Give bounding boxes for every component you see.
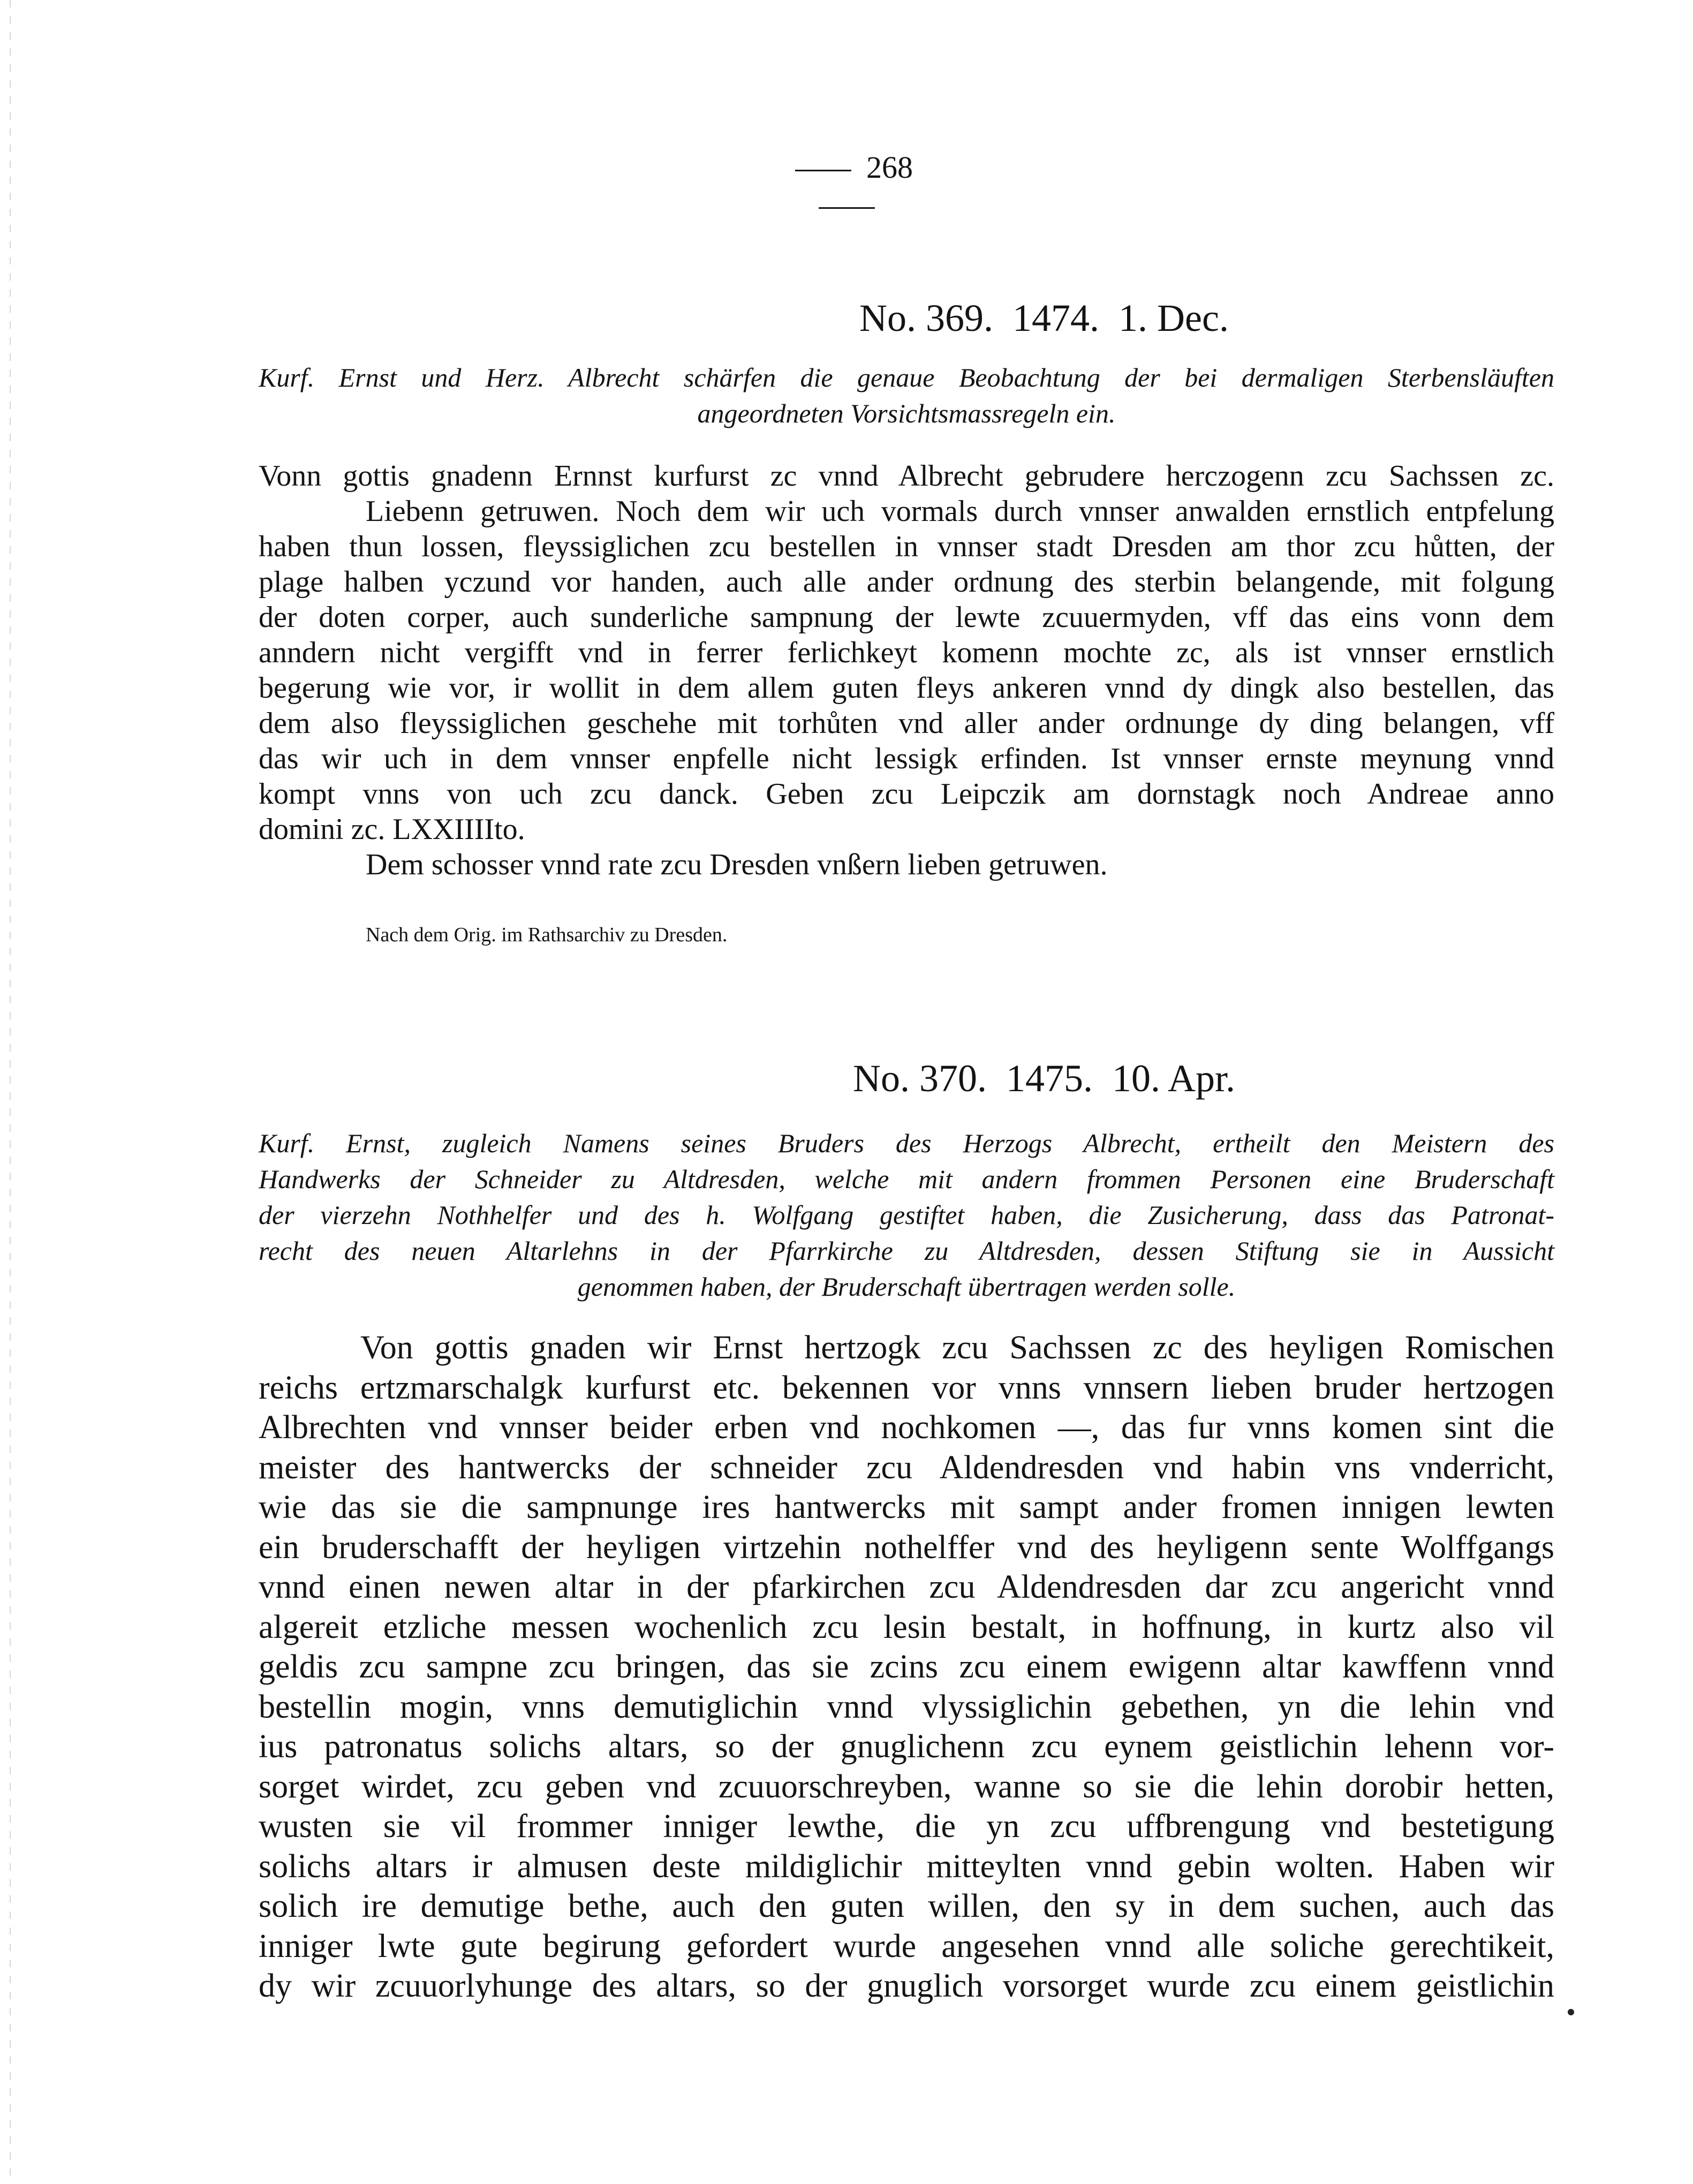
body-line: bestellin mogin, vnns demutiglichin vnnd vlyssiglichin gebethen, yn die lehin vnd — [259, 1688, 1554, 1725]
summary-line: Kurf. Ernst, zugleich Namens seines Bruders des Herzogs Albrecht, ertheilt den Meistern des — [259, 1128, 1554, 1158]
page-number-dash-left — [795, 170, 851, 171]
body-line: Von gottis gnaden wir Ernst hertzogk zcu Sachssen zc des heyligen Romischen — [360, 1329, 1554, 1366]
body-line: meister des hantwercks der schneider zcu Aldendresden vnd habin vns vnderricht, — [259, 1449, 1554, 1486]
summary-line: Kurf. Ernst und Herz. Albrecht schärfen die genaue Beobachtung der bei dermaligen Sterbensläuften — [259, 362, 1554, 392]
document-body-370 — [259, 1328, 1554, 2006]
body-line: das wir uch in dem vnnser enpfelle nicht lessigk erfinden. Ist vnnser ernste meynung vnnd — [259, 742, 1554, 775]
document-summary-369 — [259, 360, 1554, 432]
body-line: reichs ertzmarschalgk kurfurst etc. bekennen vor vnns vnnsern lieben bruder hertzogen — [259, 1369, 1554, 1406]
summary-line: der vierzehn Nothhelfer und des h. Wolfgang gestiftet haben, die Zusicherung, dass das Patronat- — [259, 1200, 1554, 1230]
body-line: Liebenn getruwen. Noch dem wir uch vormals durch vnnser anwalden ernstlich entpfelung — [366, 495, 1554, 528]
address-line: Dem schosser vnnd rate zcu Dresden vnßern lieben getruwen. — [366, 848, 1108, 881]
body-line: dy wir zcuuorlyhunge des altars, so der gnuglich vorsorget wurde zcu einem geistlichin — [259, 1968, 1554, 2004]
summary-line: angeordneten Vorsichtsmassregeln ein. — [697, 398, 1116, 428]
body-line: wusten sie vil frommer inniger lewthe, die yn zcu uffbrengung vnd bestetigung — [259, 1808, 1554, 1845]
heading-date: 1. Dec. — [1118, 297, 1229, 339]
body-line: Albrechten vnd vnnser beider erben vnd nochkomen —, das fur vnns komen sint die — [259, 1409, 1554, 1446]
body-line: plage halben yczund vor handen, auch alle ander ordnung des sterbin belangende, mit folgung — [259, 565, 1554, 599]
scan-edge-rule — [10, 0, 11, 2184]
body-line: ein bruderschafft der heyligen virtzehin nothelffer vnd des heyligenn sente Wolffgangs — [259, 1529, 1554, 1566]
summary-line: Handwerks der Schneider zu Altdresden, welche mit andern frommen Personen eine Bruderschaft — [259, 1164, 1554, 1194]
source-note-369: Nach dem Orig. im Rathsarchiv zu Dresden. — [366, 924, 728, 946]
body-line: der doten corper, auch sunderliche sampnung der lewte zcuuermyden, vff das eins vonn dem — [259, 601, 1554, 634]
body-line: domini zc. LXXIIIIto. — [259, 813, 525, 846]
heading-number: No. 370. — [852, 1057, 987, 1100]
document-heading-369 — [535, 294, 1553, 342]
body-line: solich ire demutige bethe, auch den guten willen, den sy in dem suchen, auch das — [259, 1888, 1554, 1924]
page-number — [739, 149, 954, 224]
page-number-dash-right — [819, 207, 875, 209]
scan-speck — [1568, 2009, 1574, 2015]
body-line: dem also fleyssiglichen geschehe mit torhůten vnd aller ander ordnunge dy ding belangen, vff — [259, 707, 1554, 740]
body-line: sorget wirdet, zcu geben vnd zcuuorschreyben, wanne so sie die lehin dorobir hetten, — [259, 1768, 1554, 1805]
summary-line: recht des neuen Altarlehns in der Pfarrkirche zu Altdresden, dessen Stiftung sie in Aussicht — [259, 1236, 1554, 1266]
heading-year: 1475. — [1006, 1057, 1093, 1100]
body-line: haben thun lossen, fleyssiglichen zcu bestellen in vnnser stadt Dresden am thor zcu hůtten, der — [259, 530, 1554, 563]
body-line: anndern nicht vergifft vnd in ferrer ferlichkeyt komenn mochte zc, als ist vnnser ernstlich — [259, 636, 1554, 669]
body-line: algereit etzliche messen wochenlich zcu lesin bestalt, in hoffnung, in kurtz also vil — [259, 1608, 1554, 1645]
body-line: ius patronatus solichs altars, so der gnuglichenn zcu eynem geistlichin lehenn vor- — [259, 1728, 1554, 1765]
body-line: kompt vnns von uch zcu danck. Geben zcu Leipczik am dornstagk noch Andreae anno — [259, 777, 1554, 811]
body-line: solichs altars ir almusen deste mildiglichir mitteylten vnnd gebin wolten. Haben wir — [259, 1848, 1554, 1885]
document-heading-370 — [535, 1055, 1553, 1102]
body-line: Vonn gottis gnadenn Ernnst kurfurst zc vnnd Albrecht gebrudere herczogenn zcu Sachssen zc. — [259, 459, 1554, 493]
body-line: vnnd einen newen altar in der pfarkirchen zcu Aldendresden dar zcu angericht vnnd — [259, 1569, 1554, 1605]
summary-line: genommen haben, der Bruderschaft übertragen werden solle. — [577, 1272, 1236, 1302]
document-summary-370 — [259, 1125, 1554, 1305]
heading-number: No. 369. — [859, 297, 994, 339]
heading-date: 10. Apr. — [1112, 1057, 1236, 1100]
body-line: inniger lwte gute begirung gefordert wurde angesehen vnnd alle soliche gerechtikeit, — [259, 1928, 1554, 1964]
page-number-value: 268 — [866, 150, 913, 185]
document-body-369 — [259, 458, 1554, 882]
body-line: wie das sie die sampnunge ires hantwercks mit sampt ander fromen innigen lewten — [259, 1489, 1554, 1525]
body-line: begerung wie vor, ir wollit in dem allem guten fleys ankeren vnnd dy dingk also bestellen, das — [259, 671, 1554, 705]
body-line: geldis zcu sampne zcu bringen, das sie zcins zcu einem ewigenn altar kawffenn vnnd — [259, 1649, 1554, 1685]
heading-year: 1474. — [1012, 297, 1100, 339]
